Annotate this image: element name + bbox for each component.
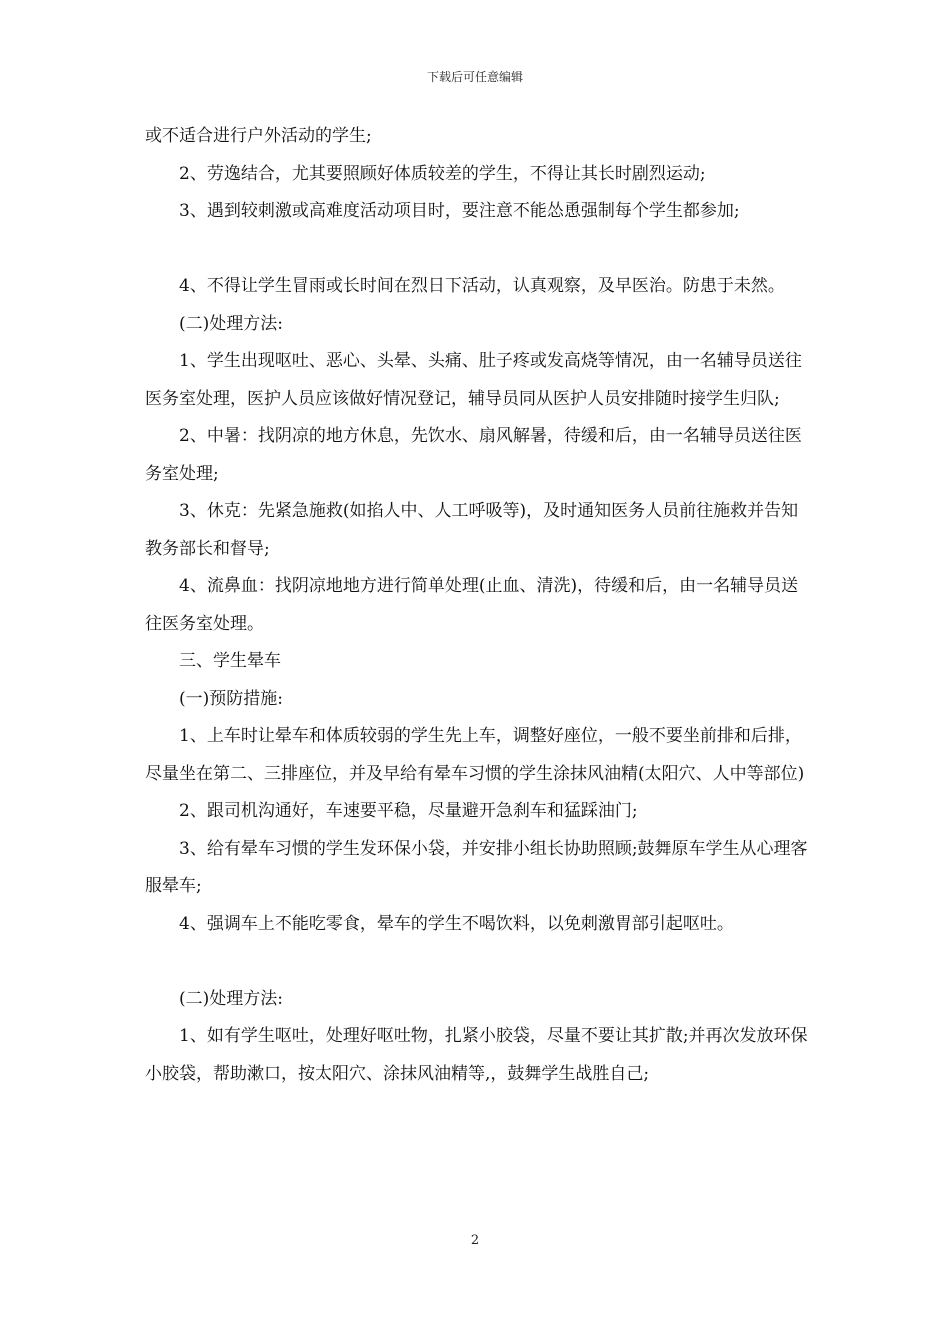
paragraph-prevention-3: 3、给有晕车习惯的学生发环保小袋，并安排小组长协助照顾;鼓舞原车学生从心理客服晕车; [145, 838, 808, 896]
paragraph-handling-4: 4、流鼻血：找阴凉地地方进行简单处理(止血、清洗)，待缓和后，由一名辅导员送往医务室处理。 [145, 576, 799, 634]
section-heading-handling-2: (二)处理方法: [179, 988, 283, 1009]
paragraph-handling-3: 3、休克：先紧急施救(如掐人中、人工呼吸等)，及时通知医务人员前往施救并告知教务部长和督导; [145, 501, 799, 559]
paragraph-continuation: 或不适合进行户外活动的学生; [145, 126, 372, 146]
paragraph-handling-2: 2、中暑：找阴凉的地方休息，先饮水、扇风解暑，待缓和后，由一名辅导员送往医务室处理; [145, 426, 802, 484]
paragraph-item-2: 2、劳逸结合，尤其要照顾好体质较差的学生，不得让其长时剧烈运动; [179, 163, 706, 184]
page-header: 下载后可任意编辑 [426, 70, 523, 84]
section-heading-prevention: (一)预防措施: [179, 688, 283, 709]
paragraph-item-4: 4、不得让学生冒雨或长时间在烈日下活动，认真观察，及早医治。防患于未然。 [179, 276, 785, 296]
paragraph-prevention-2: 2、跟司机沟通好，车速要平稳，尽量避开急刹车和猛踩油门; [179, 801, 638, 821]
paragraph-handling-2-1: 1、如有学生呕吐，处理好呕吐物，扎紧小胶袋，尽量不要让其扩散;并再次发放环保小胶袋，帮助漱口，按太阳穴、涂抹风油精等,，鼓舞学生战胜自己; [145, 1026, 808, 1084]
paragraph-item-3: 3、遇到较刺激或高难度活动项目时，要注意不能怂恿强制每个学生都参加; [179, 201, 740, 221]
paragraph-prevention-4: 4、强调车上不能吃零食，晕车的学生不喝饮料，以免刺激胃部引起呕吐。 [179, 913, 734, 934]
paragraph-prevention-1: 1、上车时让晕车和体质较弱的学生先上车，调整好座位，一般不要坐前排和后排，尽量坐在第二、三排座位，并及早给有晕车习惯的学生涂抹风油精(太阳穴、人中等部位) [145, 726, 805, 784]
section-heading-motion-sickness: 三、学生晕车 [179, 651, 281, 671]
document-body [145, 118, 813, 1093]
section-heading-handling: (二)处理方法: [179, 313, 283, 334]
page-number: 2 [470, 1233, 480, 1248]
paragraph-handling-1: 1、学生出现呕吐、恶心、头晕、头痛、肚子疼或发高烧等情况，由一名辅导员送往医务室处理，医护人员应该做好情况登记，辅导员同从医护人员安排随时接学生归队; [145, 351, 802, 409]
